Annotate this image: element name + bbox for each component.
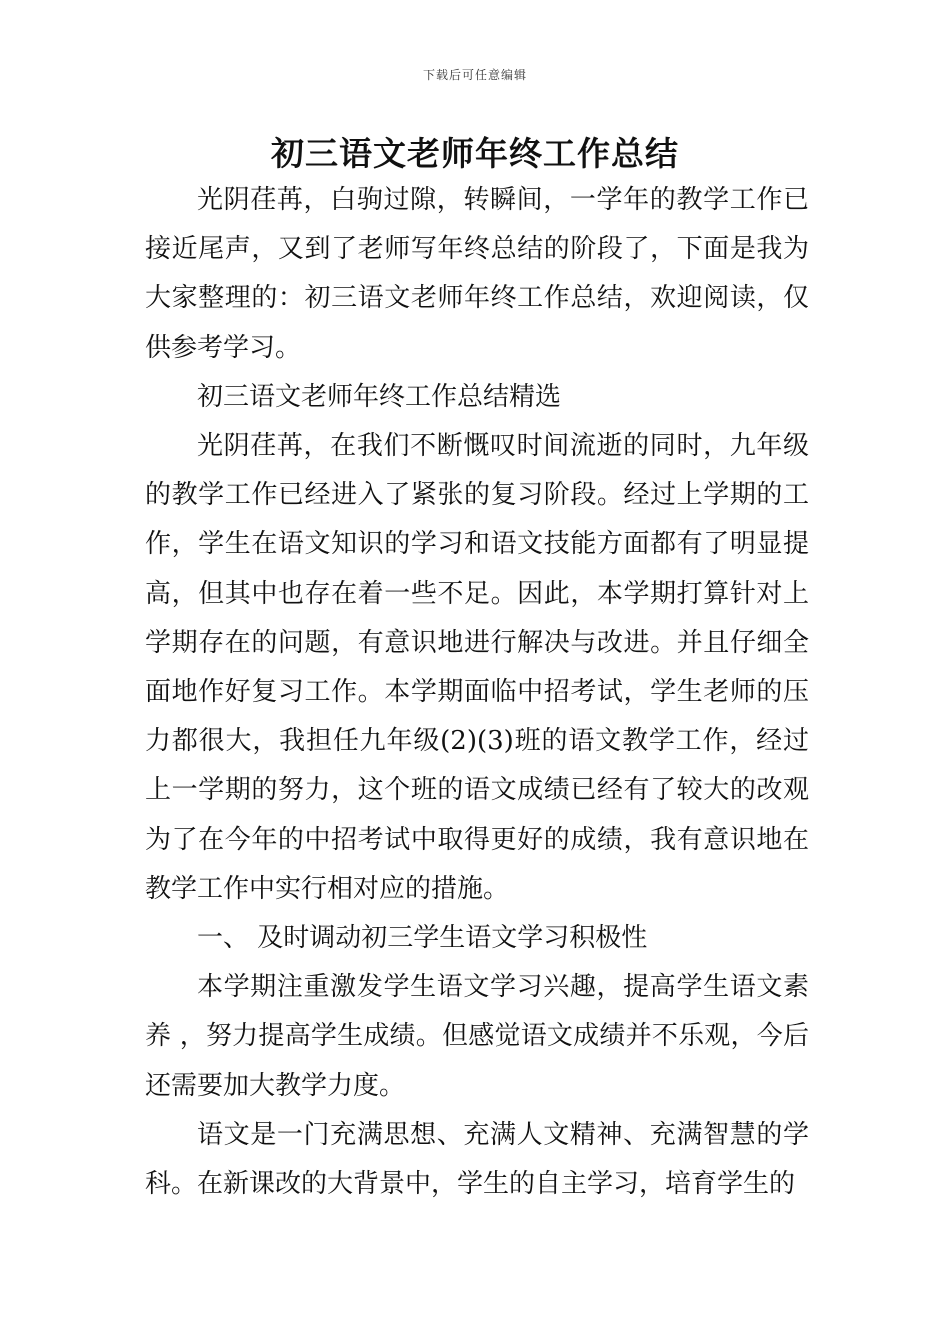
paragraph-section-1-cont: 语文是一门充满思想、充满人文精神、充满智慧的学科。在新课改的大背景中，学生的自主学习，培育学生的 (145, 1119, 809, 1200)
paragraph-intro: 光阴荏苒，白驹过隙，转瞬间，一学年的教学工作已接近尾声，又到了老师写年终总结的阶段了，下面是我为大家整理的：初三语文老师年终工作总结，欢迎阅读，仅供参考学习。 (145, 185, 809, 363)
paragraph-main: 光阴荏苒，在我们不断慨叹时间流逝的同时，九年级的教学工作已经进入了紧张的复习阶段。经过上学期的工作，学生在语文知识的学习和语文技能方面都有了明显提高，但其中也存在着一些不足。因此，本学期打算针对上学期存在的问题，有意识地进行解决与改进。并且仔细全面地作好复习工作。本学期面临中招考试，学生老师的压力都很大，我担任九年级(2)(3)班的语文教学工作，经过上一学期的努力，这个班的语文成绩已经有了较大的改观为了在今年的中招考试中取得更好的成绩，我有意识地在教学工作中实行相对应的措施。 (145, 431, 809, 904)
section-subtitle: 初三语文老师年终工作总结精选 (197, 381, 562, 412)
document-body (145, 176, 809, 1209)
section-heading-1: 一、 及时调动初三学生语文学习积极性 (197, 923, 648, 954)
paragraph-section-1: 本学期注重激发学生语文学习兴趣，提高学生语文素养 ，努力提高学生成绩。但感觉语文成绩并不乐观，今后还需要加大教学力度。 (145, 972, 809, 1101)
document-title: 初三语文老师年终工作总结 (271, 134, 679, 173)
header-note: 下载后可任意编辑 (422, 68, 527, 82)
